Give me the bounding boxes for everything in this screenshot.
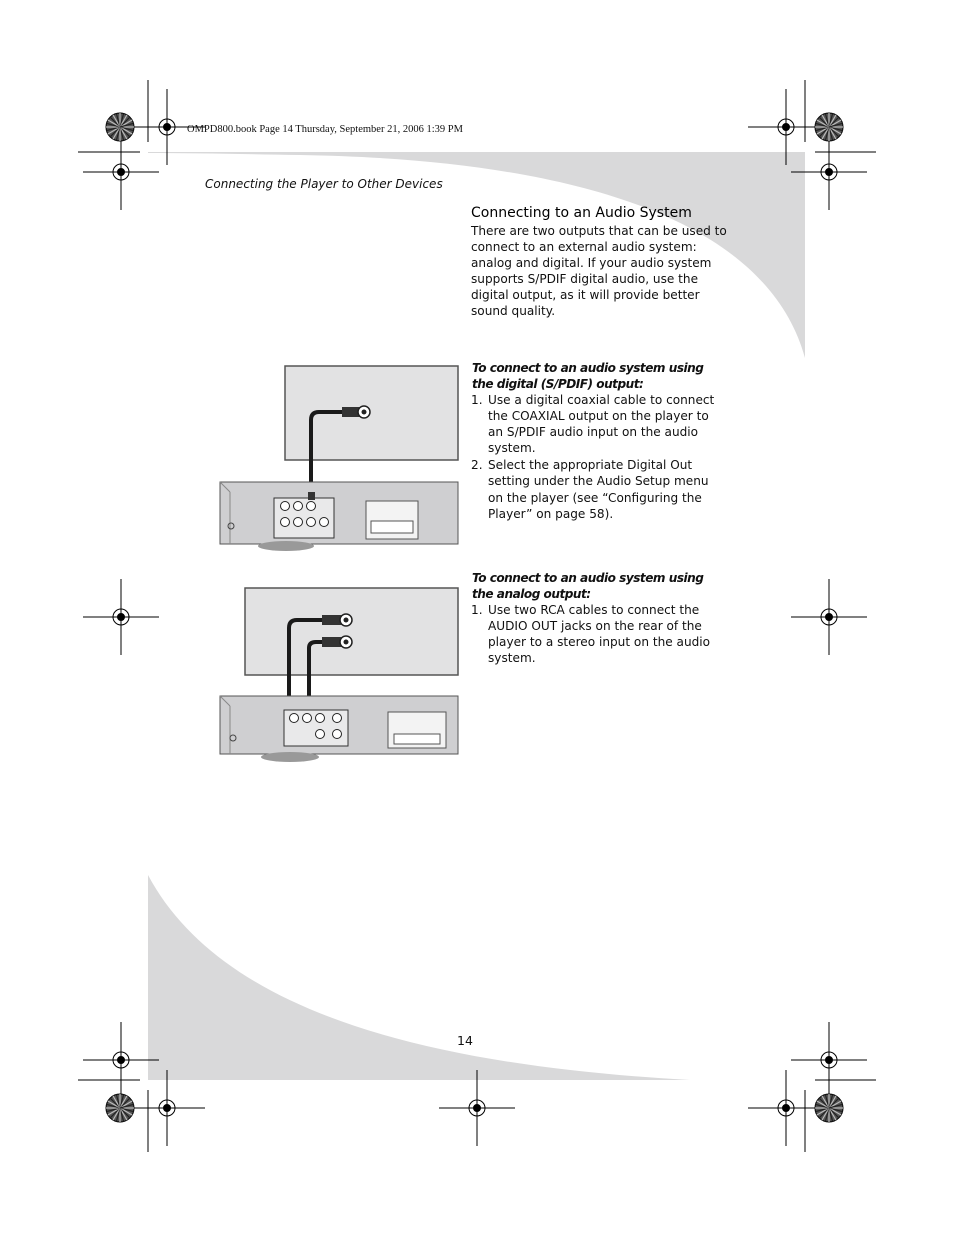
registration-mark [791,134,867,210]
list-item [471,392,721,456]
print-slug-line: OMPD800.book Page 14 Thursday, September 21, 2006 1:39 PM [187,124,463,135]
registration-mark [791,579,867,655]
heading-line: the analog output: [472,587,591,602]
procedure-analog-heading [472,570,722,602]
registration-mark [748,1070,824,1146]
registration-mark [439,1070,515,1146]
color-target-starburst [106,113,134,141]
heading-line: To connect to an audio system using [472,571,704,585]
registration-mark [83,1022,159,1098]
registration-mark [83,579,159,655]
procedure-digital-steps [471,392,721,522]
heading-line: the digital (S/PDIF) output: [472,377,644,392]
color-target-starburst [815,113,843,141]
step-number: 2. [471,458,483,473]
list-item [471,457,721,521]
registration-mark [791,1022,867,1098]
analog-connection-illustration [216,586,460,768]
step-number: 1. [471,603,483,617]
heading-line: To connect to an audio system using [472,361,704,375]
page-number: 14 [457,1033,473,1048]
registration-mark [129,1070,205,1146]
running-header: Connecting the Player to Other Devices [205,177,443,191]
section-title: Connecting to an Audio System [471,205,692,221]
list-item [471,602,721,666]
step-text: Use two RCA cables to connect the AUDIO OUT jacks on the rear of the player to a stereo input on the audio system. [488,603,711,666]
procedure-digital-heading [472,360,722,392]
registration-mark [83,134,159,210]
color-target-starburst [815,1094,843,1122]
step-text: Select the appropriate Digital Out setting under the Audio Setup menu on the player (see “Configuring the Player” on page 58). [488,458,709,521]
section-intro: There are two outputs that can be used to connect to an external audio system: analog and digital. If your audio system supports S/PDIF digital audio, use the digital output, as it will provide better sound quality. [471,224,727,319]
step-number: 1. [471,393,483,407]
step-text: Use a digital coaxial cable to connect the COAXIAL output on the player to an S/PDIF audio input on the audio system. [488,393,715,456]
procedure-analog-steps [471,602,721,666]
color-target-starburst [106,1094,134,1122]
registration-mark [748,89,824,165]
digital-connection-illustration [216,364,460,554]
